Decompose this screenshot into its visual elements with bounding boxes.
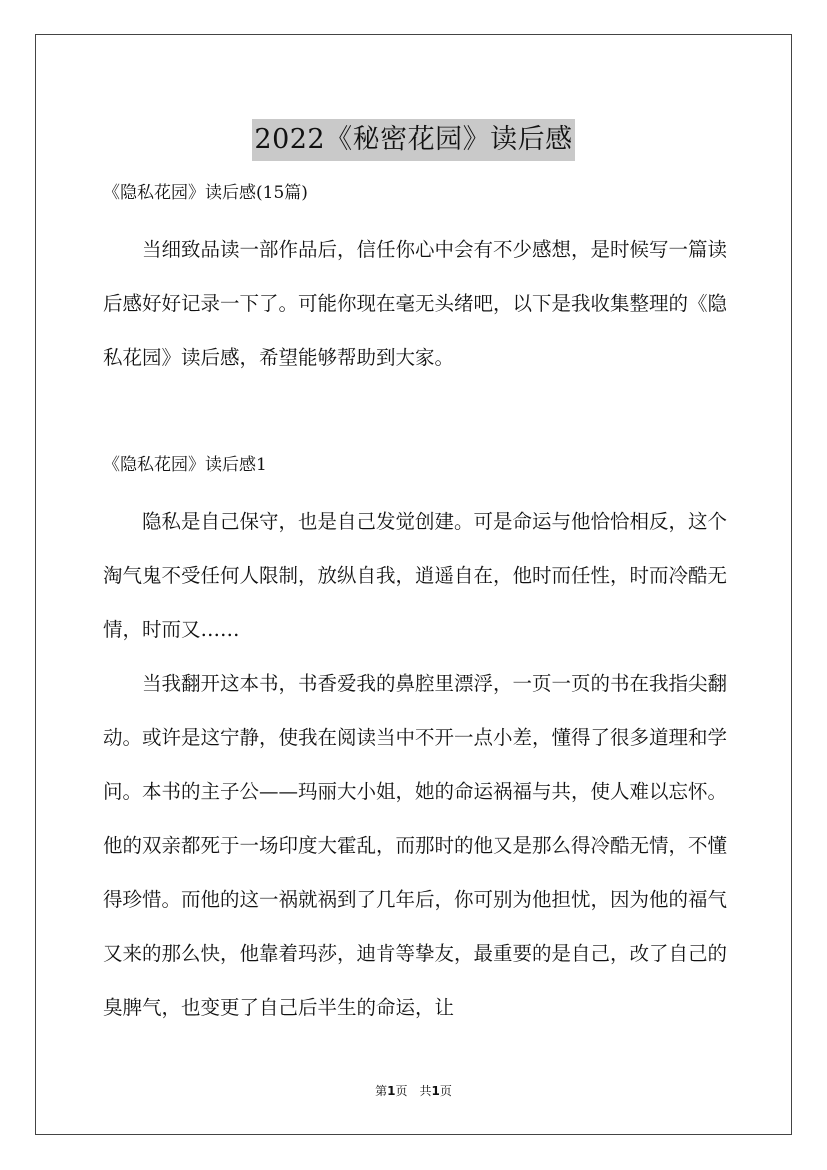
page-current: 1 xyxy=(387,1084,396,1098)
page-total: 1 xyxy=(431,1084,440,1098)
page-prefix: 第 xyxy=(375,1084,388,1098)
document-subtitle: 《隐私花园》读后感(15篇) xyxy=(103,183,308,203)
intro-paragraph: 当细致品读一部作品后，信任你心中会有不少感想，是时候写一篇读后感好好记录一下了。可能你现在毫无头绪吧，以下是我收集整理的《隐私花园》读后感，希望能够帮助到大家。 xyxy=(103,238,728,369)
body-paragraph-2: 当我翻开这本书，书香爱我的鼻腔里漂浮，一页一页的书在我指尖翻动。或许是这宁静，使我在阅读当中不开一点小差，懂得了很多道理和学问。本书的主子公——玛丽大小姐，她的命运祸福与共，使人难以忘怀。他的双亲都死于一场印度大霍乱，而那时的他又是那么得冷酷无情，不懂得珍惜。而他的这一祸就祸到了几年后，你可别为他担忧，因为他的福气又来的那么快，他靠着玛莎，迪肯等挚友，最重要的是自己，改了自己的臭脾气，也变更了自己后半生的命运，让 xyxy=(103,672,728,1019)
body-paragraph-1: 隐私是自己保守，也是自己发觉创建。可是命运与他恰恰相反，这个淘气鬼不受任何人限制，放纵自我，逍遥自在，他时而任性，时而冷酷无情，时而又…… xyxy=(103,510,728,641)
page-footer xyxy=(0,1082,827,1100)
page-suffix: 页 xyxy=(395,1084,408,1098)
total-suffix: 页 xyxy=(439,1084,452,1098)
total-prefix: 共 xyxy=(419,1084,432,1098)
section-heading: 《隐私花园》读后感1 xyxy=(103,455,267,475)
title-container xyxy=(0,101,827,179)
document-title: 2022《秘密花园》读后感 xyxy=(252,119,574,161)
